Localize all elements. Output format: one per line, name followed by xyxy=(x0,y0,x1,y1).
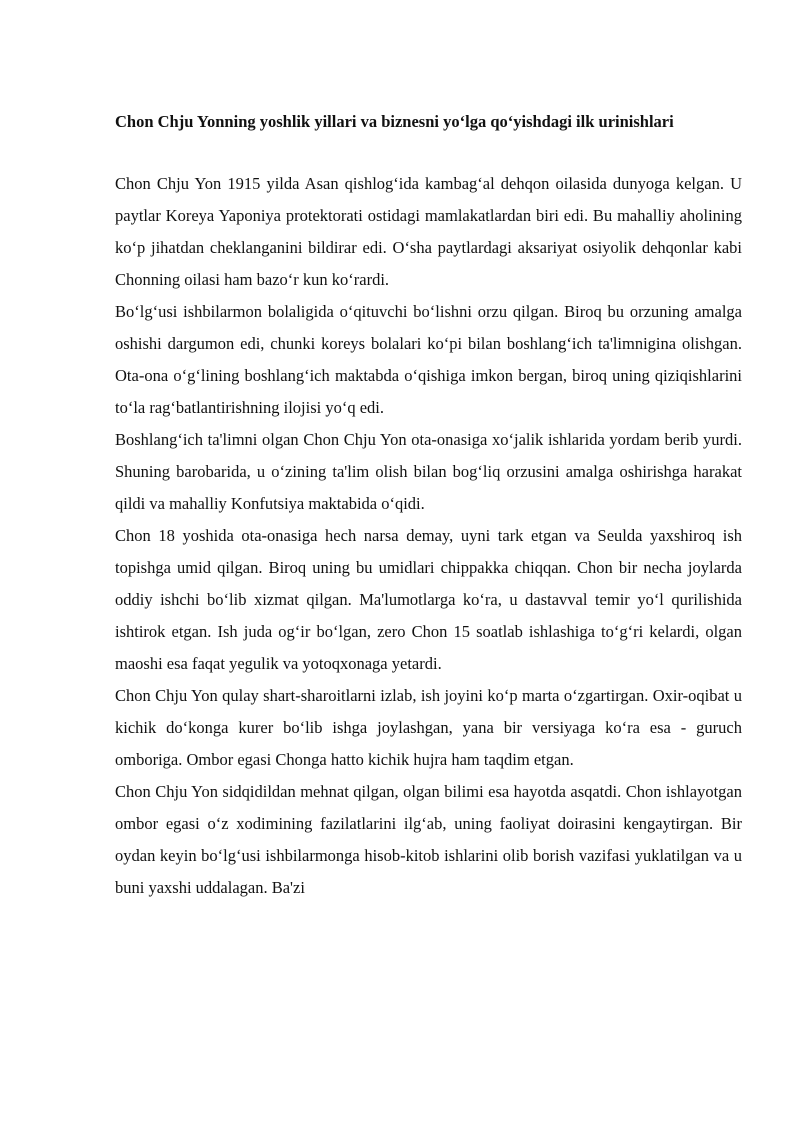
paragraph: Chon Chju Yon 1915 yilda Asan qishlog‘ida kambag‘al dehqon oilasida dunyoga kelgan. U paytlar Koreya Yaponiya protektorati ostidagi mamlakatlardan biri edi. Bu mahalliy aholining ko‘p jihatdan cheklanganini bildirar edi. O‘sha paytlardagi aksariyat osiyolik dehqonlar kabi Chonning oilasi ham bazo‘r kun ko‘rardi. xyxy=(115,174,742,289)
document-title: Chon Chju Yonning yoshlik yillari va biznesni yo‘lga qo‘yishdagi ilk urinishlari xyxy=(115,112,674,131)
paragraph: Bo‘lg‘usi ishbilarmon bolaligida o‘qituvchi bo‘lishni orzu qilgan. Biroq bu orzuning amalga oshishi dargumon edi, chunki koreys bolalari ko‘pi bilan boshlang‘ich ta'limnigina olishgan. Ota-ona o‘g‘lining boshlang‘ich maktabda o‘qishiga imkon bergan, biroq uning qiziqishlarini to‘la rag‘batlantirishning ilojisi yo‘q edi. xyxy=(115,302,742,417)
document-page xyxy=(115,106,742,904)
paragraph: Chon Chju Yon sidqidildan mehnat qilgan, olgan bilimi esa hayotda asqatdi. Chon ishlayotgan ombor egasi o‘z xodimining fazilatlarini ilg‘ab, uning faoliyat doirasini kengaytirgan. Bir oydan keyin bo‘lg‘usi ishbilarmonga hisob-kitob ishlarini olib borish vazifasi yuklatilgan va u buni yaxshi uddalagan. Ba'zi xyxy=(115,782,742,897)
paragraph: Chon 18 yoshida ota-onasiga hech narsa demay, uyni tark etgan va Seulda yaxshiroq ish topishga umid qilgan. Biroq uning bu umidlari chippakka chiqqan. Chon bir necha joylarda oddiy ishchi bo‘lib xizmat qilgan. Ma'lumotlarga ko‘ra, u dastavval temir yo‘l qurilishida ishtirok etgan. Ish juda og‘ir bo‘lgan, zero Chon 15 soatlab ishlashiga to‘g‘ri kelardi, olgan maoshi esa faqat yegulik va yotoqxonaga yetardi. xyxy=(115,526,742,673)
paragraph: Boshlang‘ich ta'limni olgan Chon Chju Yon ota-onasiga xo‘jalik ishlarida yordam berib yurdi. Shuning barobarida, u o‘zining ta'lim olish bilan bog‘liq orzusini amalga oshirishga harakat qildi va mahalliy Konfutsiya maktabida o‘qidi. xyxy=(115,430,742,513)
paragraph: Chon Chju Yon qulay shart-sharoitlarni izlab, ish joyini ko‘p marta o‘zgartirgan. Oxir-oqibat u kichik do‘konga kurer bo‘lib ishga joylashgan, yana bir versiyaga ko‘ra esa - guruch omboriga. Ombor egasi Chonga hatto kichik hujra ham taqdim etgan. xyxy=(115,686,742,769)
